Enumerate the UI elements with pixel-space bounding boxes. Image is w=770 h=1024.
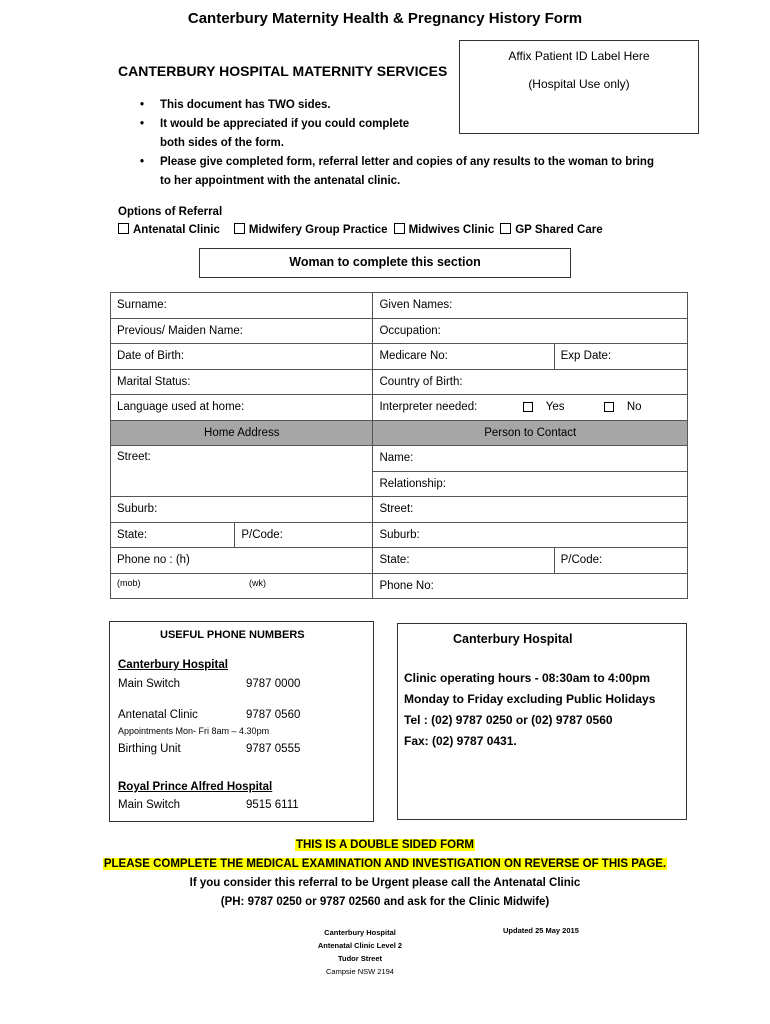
footer-address xyxy=(300,926,420,978)
street-field[interactable]: Street: xyxy=(111,446,373,497)
updated-date: Updated 25 May 2015 xyxy=(503,926,579,935)
contact-suburb-field[interactable]: Suburb: xyxy=(373,522,688,548)
notice-highlight: THIS IS A DOUBLE SIDED FORM xyxy=(295,839,475,851)
option-label: Antenatal Clinic xyxy=(133,224,220,236)
clinic-fax: Fax: (02) 9787 0431. xyxy=(404,734,517,748)
clinic-hours: Clinic operating hours - 08:30am to 4:00pm xyxy=(404,671,651,685)
instruction-text: both sides of the form. xyxy=(160,137,284,149)
appointments-note: Appointments Mon- Fri 8am – 4.30pm xyxy=(118,726,270,736)
rpa-hospital-name: Royal Prince Alfred Hospital xyxy=(118,781,273,793)
exp-date-field[interactable]: Exp Date: xyxy=(554,344,687,370)
marital-status-field[interactable]: Marital Status: xyxy=(111,369,373,395)
checkbox[interactable] xyxy=(118,223,129,234)
contact-phone-field[interactable]: Phone No: xyxy=(373,573,688,599)
referral-options xyxy=(118,223,609,236)
instruction-item-continued xyxy=(160,134,720,153)
instruction-item: • It would be appreciated if you could complete xyxy=(160,115,720,134)
checkbox[interactable] xyxy=(394,223,405,234)
hospital-name: Canterbury Hospital xyxy=(118,659,228,671)
interpreter-yes-checkbox[interactable] xyxy=(523,402,533,412)
state-field[interactable]: State: xyxy=(111,522,235,548)
medicare-field[interactable]: Medicare No: xyxy=(373,344,554,370)
urgent-phone-notice: (PH: 9787 0250 or 9787 02560 and ask for the Clinic Midwife) xyxy=(220,896,550,908)
main-switch-number: 9787 0000 xyxy=(246,678,301,690)
mob-label: (mob) xyxy=(117,577,141,588)
hospital-info-title: Canterbury Hospital xyxy=(453,632,573,646)
option-label: Midwifery Group Practice xyxy=(248,224,388,236)
urgent-notice: If you consider this referral to be Urgent please call the Antenatal Clinic xyxy=(189,877,581,889)
instruction-item-continued xyxy=(160,172,720,191)
option-label: Midwives Clinic xyxy=(408,224,495,236)
instruction-item: • Please give completed form, referral letter and copies of any results to the woman to bring xyxy=(160,153,720,172)
referral-option-mgp[interactable] xyxy=(234,223,388,236)
hospital-info-box xyxy=(397,623,687,820)
birthing-unit-label: Birthing Unit xyxy=(118,743,181,755)
birthing-unit-number: 9787 0555 xyxy=(246,743,301,755)
person-to-contact-header: Person to Contact xyxy=(373,420,688,446)
page-title: Canterbury Maternity Health & Pregnancy History Form xyxy=(187,10,583,27)
phone-box-title: USEFUL PHONE NUMBERS xyxy=(160,629,305,641)
main-switch-label: Main Switch xyxy=(118,678,180,690)
contact-street-field[interactable]: Street: xyxy=(373,497,688,523)
referral-options-title: Options of Referral xyxy=(118,206,223,218)
footer-addr-line: Campsie NSW 2194 xyxy=(326,967,394,976)
postcode-field[interactable]: P/Code: xyxy=(235,522,373,548)
rpa-switch-number: 9515 6111 xyxy=(246,799,299,811)
referral-option-antenatal[interactable] xyxy=(118,223,220,236)
relationship-field[interactable]: Relationship: xyxy=(373,471,688,497)
label-box-line2: (Hospital Use only) xyxy=(528,77,630,91)
antenatal-label: Antenatal Clinic xyxy=(118,709,198,721)
patient-details-table xyxy=(110,292,688,599)
clinic-tel: Tel : (02) 9787 0250 or (02) 9787 0560 xyxy=(404,713,613,727)
contact-state-field[interactable]: State: xyxy=(373,548,554,574)
given-names-field[interactable]: Given Names: xyxy=(373,293,688,319)
option-label: GP Shared Care xyxy=(515,224,603,236)
instruction-text: to her appointment with the antenatal clinic. xyxy=(160,175,401,187)
dob-field[interactable]: Date of Birth: xyxy=(111,344,373,370)
reverse-notice xyxy=(0,858,770,870)
yes-label: Yes xyxy=(545,401,565,414)
double-sided-notice xyxy=(0,839,770,851)
language-field[interactable]: Language used at home: xyxy=(111,395,373,421)
referral-option-gp[interactable] xyxy=(500,223,602,236)
instruction-item: • This document has TWO sides. xyxy=(160,96,720,115)
section-header: Woman to complete this section xyxy=(199,248,571,278)
footer-addr-line: Tudor Street xyxy=(337,954,383,963)
referral-option-midwives[interactable] xyxy=(394,223,495,236)
surname-field[interactable]: Surname: xyxy=(111,293,373,319)
checkbox[interactable] xyxy=(234,223,245,234)
org-name: CANTERBURY HOSPITAL MATERNITY SERVICES xyxy=(118,63,448,79)
contact-postcode-field[interactable]: P/Code: xyxy=(554,548,687,574)
label-box-line1: Affix Patient ID Label Here xyxy=(508,49,650,63)
phone-home-field[interactable]: Phone no : (h) xyxy=(111,548,373,574)
instruction-list xyxy=(118,96,720,191)
phone-mob-wk-field[interactable] xyxy=(111,573,373,599)
footer-addr-line: Antenatal Clinic Level 2 xyxy=(317,941,403,950)
interpreter-field xyxy=(373,395,688,421)
interpreter-label: Interpreter needed: xyxy=(379,401,478,414)
no-label: No xyxy=(626,401,642,414)
footer-addr-line: Canterbury Hospital xyxy=(324,928,396,937)
country-of-birth-field[interactable]: Country of Birth: xyxy=(373,369,688,395)
suburb-field[interactable]: Suburb: xyxy=(111,497,373,523)
antenatal-number: 9787 0560 xyxy=(246,709,301,721)
notice-highlight: PLEASE COMPLETE THE MEDICAL EXAMINATION AND INVESTIGATION ON REVERSE OF THIS PAGE. xyxy=(103,858,667,870)
interpreter-no-checkbox[interactable] xyxy=(604,402,614,412)
rpa-switch-label: Main Switch xyxy=(118,799,180,811)
wk-label: (wk) xyxy=(249,577,267,588)
contact-name-field[interactable]: Name: xyxy=(373,446,688,472)
clinic-days: Monday to Friday excluding Public Holidays xyxy=(404,692,656,706)
home-address-header: Home Address xyxy=(111,420,373,446)
maiden-name-field[interactable]: Previous/ Maiden Name: xyxy=(111,318,373,344)
useful-phone-numbers-box xyxy=(109,621,374,822)
occupation-field[interactable]: Occupation: xyxy=(373,318,688,344)
checkbox[interactable] xyxy=(500,223,511,234)
